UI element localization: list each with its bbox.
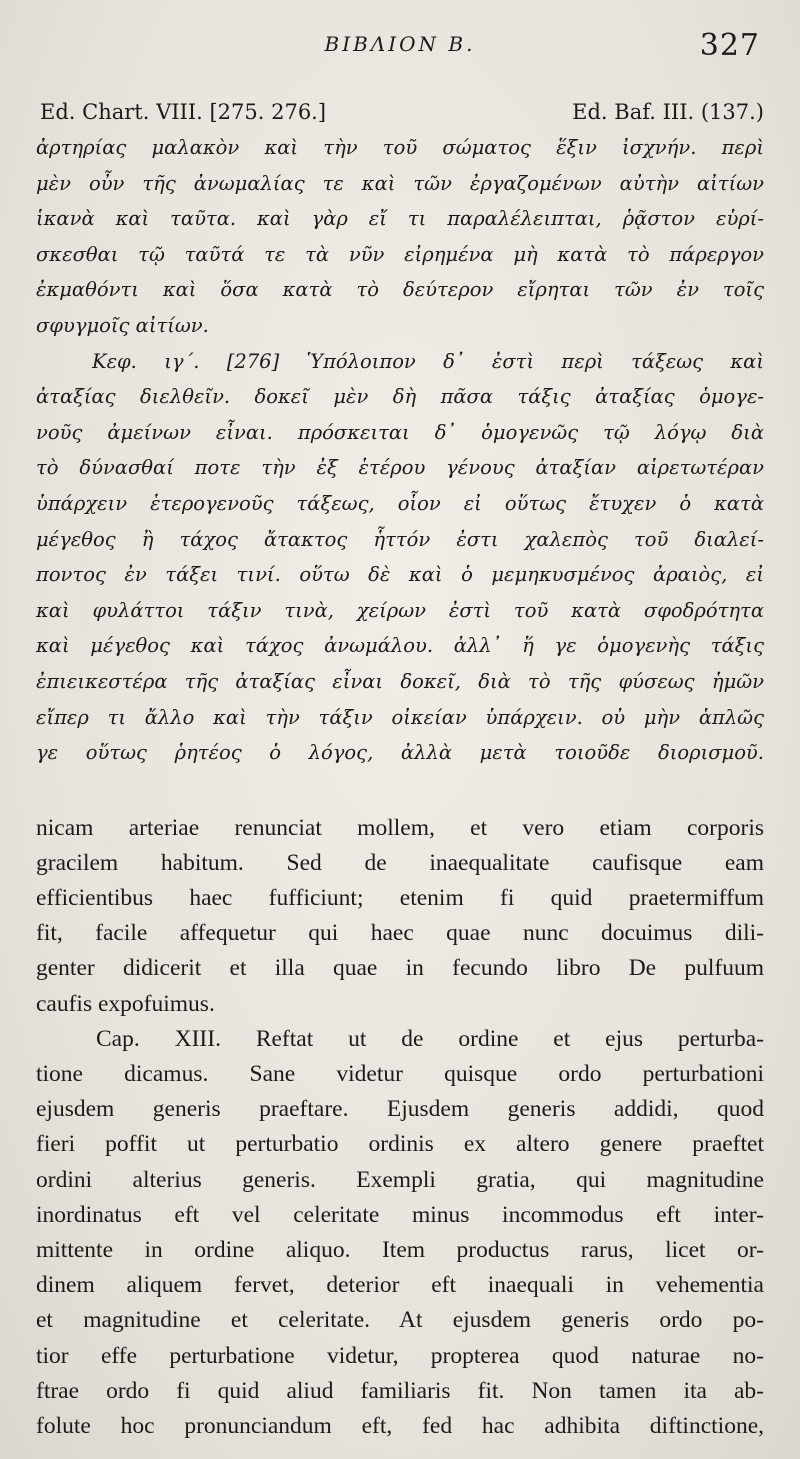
greek-line: ποντος ἐν τάξει τινί. οὕτω δὲ καὶ ὁ μεμηκυσμένος ἀραιὸς, εἰ [36, 563, 764, 587]
latin-line: ejusdem generis praeftare. Ejusdem generis addidi, quod [36, 1096, 764, 1123]
running-title: BIBΛIOΝ B. [324, 32, 476, 56]
latin-line: gracilem habitum. Sed de inaequalitate caufisque eam [36, 849, 764, 876]
greek-line: καὶ φυλάττοι τάξιν τινὰ, χείρων ἐστὶ τοῦ κατὰ σφοδρότητα [36, 598, 764, 622]
latin-line: tior effe perturbatione videtur, propterea quod naturae no- [36, 1342, 764, 1369]
latin-line: caufis expofuimus. [36, 990, 215, 1017]
greek-line: ὑπάρχειν ἑτερογενοῦς τάξεως, οἷον εἰ οὕτως ἔτυχεν ὁ κατὰ [36, 491, 764, 515]
greek-line: εἴπερ τι ἄλλο καὶ τὴν τάξιν οἰκείαν ὑπάρχειν. οὐ μὴν ἁπλῶς [36, 705, 764, 729]
page-header [36, 28, 764, 82]
latin-line: fieri poffit ut perturbatio ordinis ex altero genere praeftet [36, 1131, 764, 1158]
greek-line: καὶ μέγεθος καὶ τάχος ἀνωμάλου. ἀλλ᾽ ἥ γε ὁμογενὴς τάξις [36, 634, 764, 658]
latin-line: inordinatus eft vel celeritate minus incommodus eft inter- [36, 1201, 764, 1228]
edition-reference-line [36, 100, 764, 130]
latin-line: fit, facile affequetur qui haec quae nunc docuimus dili- [36, 920, 764, 947]
latin-text-block [36, 811, 764, 1444]
latin-line: genter didicerit et illa quae in fecundo libro De pulfuum [36, 955, 764, 982]
greek-text-block [36, 130, 764, 771]
greek-line: τὸ δύνασθαί ποτε τὴν ἐξ ἑτέρου γένους ἀταξίαν αἱρετωτέραν [36, 456, 764, 480]
latin-line: ordini alterius generis. Exempli gratia, qui magnitudine [36, 1166, 764, 1193]
latin-line: folute hoc pronunciandum eft, fed hac adhibita diftinctione, [36, 1412, 764, 1439]
greek-line: ἀρτηρίας μαλακὸν καὶ τὴν τοῦ σώματος ἕξιν ἰσχνήν. περὶ [36, 136, 764, 159]
greek-line: σκεσθαι τῷ ταῦτά τε τὰ νῦν εἰρημένα μὴ κατὰ τὸ πάρεργον [36, 242, 764, 266]
greek-line: ἱκανὰ καὶ ταῦτα. καὶ γὰρ εἴ τι παραλέλειπται, ῥᾷστον εὑρί- [36, 207, 764, 231]
greek-line: ἐκμαθόντι καὶ ὅσα κατὰ τὸ δεύτερον εἴρηται τῶν ἐν τοῖς [36, 278, 764, 302]
greek-line: γε οὕτως ῥητέος ὁ λόγος, ἀλλὰ μετὰ τοιοῦδε διορισμοῦ. [36, 741, 764, 765]
latin-line: ftrae ordo fi quid aliud familiaris fit. Non tamen ita ab- [36, 1377, 764, 1404]
latin-line: efficientibus haec fufficiunt; etenim fi quid praetermiffum [36, 885, 764, 912]
latin-line: dinem aliquem fervet, deterior eft inaequali in vehementia [36, 1272, 764, 1299]
latin-chapter-heading-line: Cap. XIII. Reftat ut de ordine et ejus perturba- [96, 1025, 764, 1052]
latin-line: nicam arteriae renunciat mollem, et vero etiam corporis [36, 814, 764, 841]
greek-line: ἀταξίας διελθεῖν. δοκεῖ μὲν δὴ πᾶσα τάξις ἀταξίας ὁμογε- [36, 385, 764, 409]
greek-chapter-heading-line: Κεφ. ιγ΄. [276] Ὑπόλοιπον δ᾽ ἐστὶ περὶ τάξεως καὶ [92, 349, 764, 373]
edition-basel-reference: Ed. Baf. III. (137.) [572, 100, 764, 124]
greek-line: μέγεθος ἢ τάχος ἄτακτος ἧττόν ἐστι χαλεπὸς τοῦ διαλεί- [36, 527, 764, 551]
greek-line: ἐπιεικεστέρα τῆς ἀταξίας εἶναι δοκεῖ, διὰ τὸ τῆς φύσεως ἡμῶν [36, 669, 764, 693]
greek-line: μὲν οὖν τῆς ἀνωμαλίας τε καὶ τῶν ἐργαζομένων αὐτὴν αἰτίων [36, 171, 764, 195]
latin-line: tione dicamus. Sane videtur quisque ordo perturbationi [36, 1061, 764, 1087]
greek-line: σφυγμοῖς αἰτίων. [36, 313, 209, 337]
page-number: 327 [699, 28, 760, 63]
latin-line: mittente in ordine aliquo. Item productus rarus, licet or- [36, 1236, 764, 1263]
edition-chartier-reference: Ed. Chart. VIII. [275. 276.] [40, 100, 327, 124]
latin-line: et magnitudine et celeritate. At ejusdem generis ordo po- [36, 1307, 764, 1334]
greek-line: νοῦς ἀμείνων εἶναι. πρόσκειται δ᾽ ὁμογενῶς τῷ λόγῳ διὰ [36, 420, 764, 444]
